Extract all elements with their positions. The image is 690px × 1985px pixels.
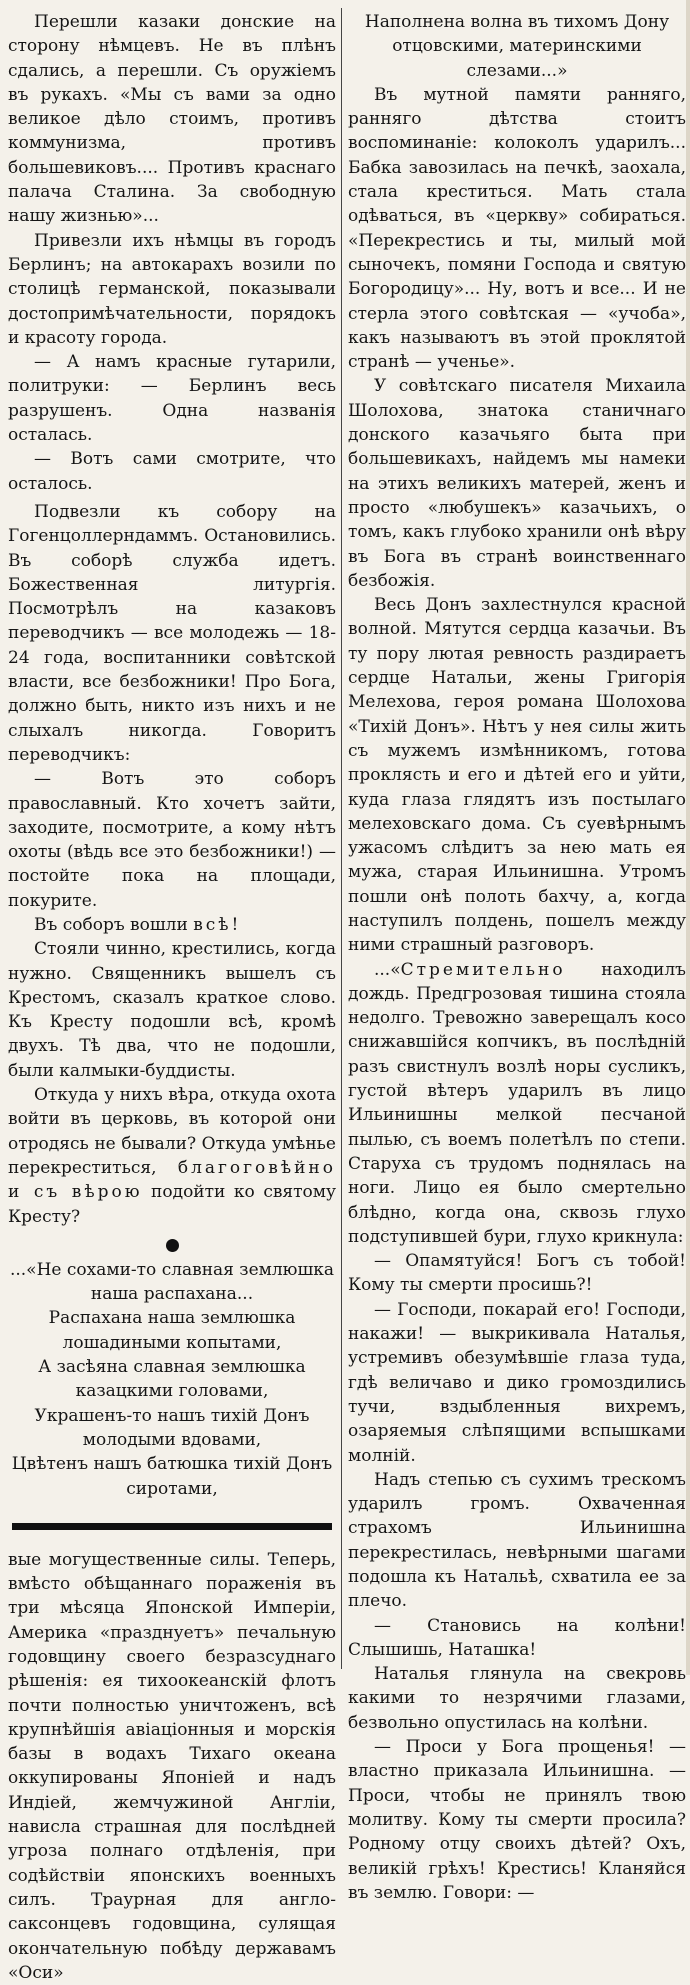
paragraph: Наталья глянула на свекровь какими то незрячими глазами, безвольно опустилась на колѣни. [348,1664,686,1733]
paragraph: вые могущественные силы. Теперь, вмѣсто обѣщаннаго пораженія въ три мѣсяца Японской Имперіи, Америка «празднуетъ» печальную годовщину своего безразсуднаго рѣшенія: ея тихоокеанскій флотъ почти полностью уничтоженъ, всѣ крупнѣйшія авіаціонныя и морскія базы в водахъ Тихаго океана оккупированы Японіей и надъ Индіей, жемчужиной Англіи, нависла страшная для послѣдней угроза полнаго отдѣленія, при содѣйствіи японскихъ военныхъ силъ. Траурная для англо-саксонцевъ годовщина, сулящая окончательную побѣду державамъ «Оси» [8,1549,336,1983]
paragraph: У совѣтскаго писателя Михаила Шолохова, знатока станичнаго донского казачьяго быта при большевикахъ, найдемъ мы намеки на этихъ великихъ матерей, женъ и просто «любушекъ» казачьихъ, о томъ, какъ глубоко хранили онѣ вѣру въ Бога въ странѣ воинственнаго безбожія. [348,376,686,591]
paragraph: Перешли казаки донские на сторону нѣмцевъ. Не въ плѣнъ сдались, а перешли. Съ оружіемъ въ рукахъ. «Мы съ вами за одно великое дѣло стоимъ, противъ коммунизма, противъ большевиковъ.... Противъ краснаго палача Сталина. За свободную нашу жизнью»... [8,12,336,227]
text: находилъ дождь. Предгрозовая тишина стояла недолго. Тревожно заверещалъ косо снижавшійся копчикъ, въ послѣдній разъ свистнулъ возлѣ норы сусликъ, густой вѣтеръ ударилъ въ лицо Ильинишны мелкой песчаной пылью, съ воемъ полетѣлъ по степи. Старуха съ трудомъ поднялась на ноги. Лицо ея было смертельно блѣдно, когда она, сквозь глухо подступившей бури, глухо крикнула: [348,959,686,1247]
verse-line: А засѣяна славная землюшка казацкими головами, [38,1357,306,1402]
spaced-emphasis: всѣ! [193,914,242,935]
text: Въ соборъ вошли [34,914,194,935]
text: Откуда у нихъ вѣра, откуда охота войти въ церковь, въ которой они отродясь не бывали? Откуда умѣнье перекреститься, [8,1085,336,1178]
paragraph: — А намъ красные гутарили, политруки: — Берлинъ весь разрушенъ. Одна названія осталась. [8,352,336,446]
paragraph: — Господи, покарай его! Господи, накажи! — выкрикивала Наталья, устремивъ обезумѣвшіе глаза туда, гдѣ величаво и дико громоздились тучи, вздыбленныя вихремъ, озаряемыя слѣпящими вспышками молній. [348,1299,686,1466]
paragraph: Весь Донъ захлестнулся красной волной. Мятутся сердца казачьи. Въ ту пору лютая ревность раздираетъ сердце Натальи, жены Григорія Мелехова, героя романа Шолохова «Тихій Донъ». Нѣтъ у нея силы жить съ мужемъ измѣнникомъ, готова проклясть и его и дѣтей его и уйти, куда глаза глядятъ изъ постылаго мелеховскаго дома. Съ суевѣрнымъ ужасомъ слѣдитъ за нею мать ея мужа, старая Ильинишна. Утромъ пошли онѣ полоть бахчу, а, когда наступилъ полдень, пошелъ между ними страшный разговоръ. [348,595,686,956]
verse-line: Распахана наша землюшка лошадиными копытами, [48,1308,296,1353]
verse-line: Наполнена волна въ тихомъ Дону отцовскими, материнскими слезами...» [364,12,670,81]
right-column [348,10,686,1905]
page-edge [686,0,690,1675]
paragraph: — Проси у Бога прощенья! — властно приказала Ильинишна. — Проси, чтобы не принялъ твою молитву. Кому ты смерти просила? Родному отцу своихъ дѣтей? Охъ, великій грѣхъ! Крестись! Кланяйся въ землю. Говори: — [348,1737,686,1903]
paragraph: — Вотъ это соборъ православный. Кто хочетъ зайти, заходите, посмотрите, а кому нѣтъ охоты (вѣдь все это безбожники!) — постойте пока на площади, покурите. [8,769,336,911]
paragraph: Привезли ихъ нѣмцы въ городъ Берлинъ; на автокарахъ возили по столицѣ германской, показывали достопримѣчательности, порядокъ и красоту города. [8,230,336,348]
paragraph [8,1083,336,1229]
verse-line: ...«Не сохами-то славная землюшка наша распахана... [9,1259,335,1305]
paragraph: — Становись на колѣни! Слышишь, Наташка! [348,1615,686,1660]
text: подойти ко святому Кресту? [8,1182,336,1227]
text: ...« [374,959,401,980]
paragraph [8,913,336,937]
paragraph: Надъ степью съ сухимъ трескомъ ударилъ громъ. Охваченная страхомъ Ильинишна перекрестилась, невѣрными шагами подошла къ Натальѣ, схватила ее за плечо. [348,1469,686,1612]
spaced-emphasis: благоговѣйно и съ вѣрою [8,1157,336,1203]
paragraph: Въ мутной памяти ранняго, ранняго дѣтства стоитъ воспоминаніе: колоколъ ударилъ... Бабка завозилась на печкѣ, заохала, стала креститься. Мать стала одѣваться, въ «церкву» собираться. «Перекрестись и ты, милый мой сыночекъ, помяни Господа и святую Богородицу»... Ну, вотъ и все... И не стерла этого совѣтская — «учоба», какъ называютъ въ этой проклятой странѣ — ученье». [348,84,686,373]
section-rule [12,1523,332,1530]
verse-line: Цвѣтенъ нашъ батюшка тихій Донъ сиротами, [11,1454,333,1499]
bullet-separator [166,1239,179,1252]
left-column [8,10,336,1985]
paragraph [348,958,686,1250]
paragraph: — Опамятуйся! Богъ съ тобой! Кому ты смерти просишь?! [348,1251,686,1296]
spaced-emphasis: Стремительно [400,959,566,980]
column-divider [341,8,342,1669]
paragraph: — Вотъ сами смотрите, что осталось. [8,449,336,494]
paragraph: Стояли чинно, крестились, когда нужно. Священникъ вышелъ съ Крестомъ, сказалъ краткое слово. Къ Кресту подошли всѣ, кромѣ двухъ. Тѣ два, что не подошли, были калмыки-буддисты. [8,939,336,1081]
paragraph: Подвезли къ собору на Гогенцоллерндаммъ. Остановились. Въ соборѣ служба идетъ. Божественная литургія. Посмотрѣлъ на казаковъ переводчикъ — все молодежь — 18-24 года, воспитанники совѣтской власти, все безбожники! Про Бога, должно быть, никто изъ нихъ и не слыхалъ никогда. Говоритъ переводчикъ: [8,501,336,765]
verse-line: Украшенъ-то нашъ тихій Донъ молодыми вдовами, [34,1405,310,1450]
